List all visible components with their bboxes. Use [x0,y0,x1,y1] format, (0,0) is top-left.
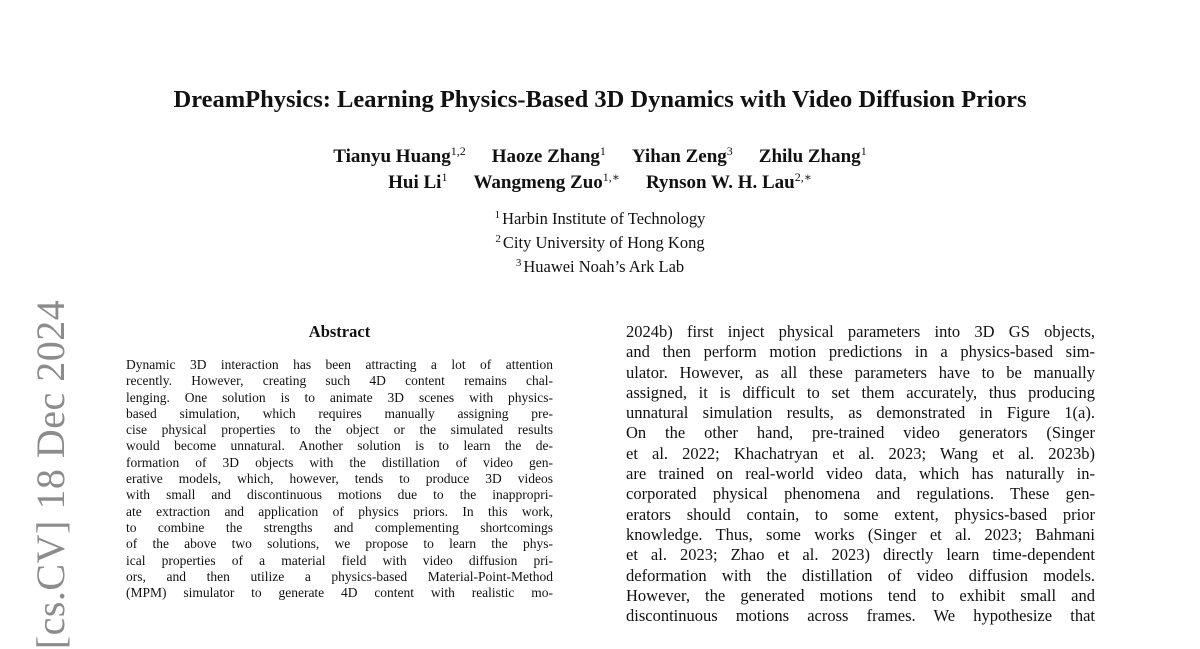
text-line: lenging. One solution is to animate 3D scenes with physics- [126,389,553,405]
author-name [473,170,620,194]
text-line: et al. 2022; Khachatryan et al. 2023; Wang et al. 2023b) [626,443,1095,463]
text-line: (MPM) simulator to generate 4D content with realistic mo- [126,585,553,601]
text-line: ate extraction and application of physics priors. In this work, [126,503,553,519]
affiliation-name: Huawei Noah’s Ark Lab [523,257,685,276]
author-list-row-1 [0,144,1200,168]
text-line: cise physical properties to the object or the simulated results [126,422,553,438]
author-affiliation-mark: 3 [726,144,733,158]
author-affiliation-mark: 1,∗ [602,170,620,184]
text-line: deformation with the distillation of video diffusion models. [626,565,1095,585]
author-name [632,144,733,168]
text-line: unnatural simulation results, as demonstrated in Figure 1(a). [626,403,1095,423]
abstract-body [126,357,553,601]
text-line: would become unnatural. Another solution is to learn the de- [126,438,553,454]
text-line: et al. 2023; Zhao et al. 2023) directly learn time-dependent [626,545,1095,565]
text-line: corporated physical phenomena and regulations. These gen- [626,484,1095,504]
text-line: based simulation, which requires manually assigning pre- [126,405,553,421]
text-line: discontinuous motions across frames. We hypothesize that [626,606,1095,626]
text-line: Dynamic 3D interaction has been attracting a lot of attention [126,357,553,372]
text-line: knowledge. Thus, some works (Singer et al. 2023; Bahmani [626,524,1095,544]
text-line: However, the generated motions tend to exhibit small and [626,585,1095,605]
author-name [759,144,867,168]
text-line: erators should contain, to some extent, physics-based prior [626,504,1095,524]
author-name-text: Rynson W. H. Lau [645,172,795,193]
author-affiliation-mark: 1 [860,144,867,158]
author-name [333,144,465,168]
text-line: and then perform motion predictions in a physics-based sim- [626,342,1095,362]
text-line: erative models, which, however, tends to produce 3D videos [126,471,553,487]
author-name [388,170,447,194]
author-name-text: Hui Li [388,172,442,193]
author-name-text: Tianyu Huang [333,146,451,167]
affiliation-name: City University of Hong Kong [502,233,705,252]
text-line: formation of 3D objects with the distillation of video gen- [126,454,553,470]
right-column-body [626,322,1095,626]
text-line: ors, and then utilize a physics-based Material-Point-Method [126,568,553,584]
text-line: with small and discontinuous motions due to the inappropri- [126,487,553,503]
affiliation-mark: 1 [494,209,501,221]
text-line: ical properties of a material field with video diffusion pri- [126,552,553,568]
author-affiliation-mark: 1 [441,170,448,184]
text-line: to combine the strengths and complementing shortcomings [126,519,553,535]
author-affiliation-mark: 1,2 [450,144,466,158]
author-list-row-2 [0,170,1200,194]
author-name-text: Zhilu Zhang [758,146,861,167]
author-name-text: Haoze Zhang [491,146,600,167]
abstract-heading: Abstract [308,322,371,341]
text-line: are trained on real-world video data, which has naturally in- [626,464,1095,484]
author-name-text: Wangmeng Zuo [473,172,603,193]
text-line: recently. However, creating such 4D content remains chal- [126,373,553,389]
author-name [492,144,606,168]
text-line: On the other hand, pre-trained video generators (Singer [626,423,1095,443]
author-affiliation-mark: 1 [599,144,606,158]
arxiv-side-stamp [18,300,84,648]
text-line: ulator. However, as all these parameters have to be manually [626,362,1095,382]
affiliation-item [0,229,1200,253]
arxiv-stamp-text: [cs.CV] 18 Dec 2024 [28,299,74,649]
affiliation-item [0,205,1200,229]
author-name [646,170,812,194]
affiliation-list [0,205,1200,277]
affiliation-name: Harbin Institute of Technology [502,209,706,228]
author-name-text: Yihan Zeng [631,146,727,167]
paper-title: DreamPhysics: Learning Physics-Based 3D Dynamics with Video Diffusion Priors [173,86,1027,113]
affiliation-mark: 2 [495,233,501,245]
text-line: assigned, it is difficult to set them accurately, thus producing [626,382,1095,402]
affiliation-mark: 3 [515,257,522,269]
affiliation-item [0,253,1200,277]
text-line: of the above two solutions, we propose to learn the phys- [126,536,553,552]
text-line: 2024b) first inject physical parameters into 3D GS objects, [626,322,1095,341]
author-affiliation-mark: 2,∗ [794,170,812,184]
